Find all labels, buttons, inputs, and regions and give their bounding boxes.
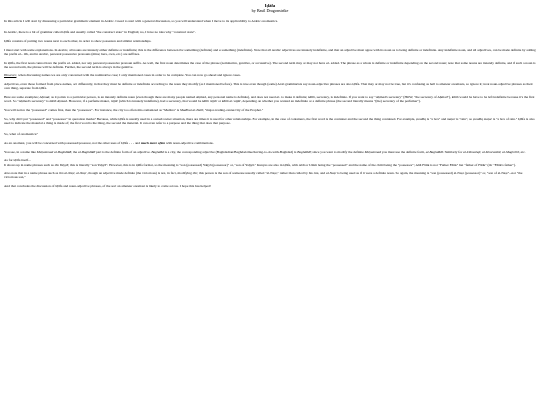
paragraph-construct-state: In Arabic, there is a bit of grammar called iḍāfa and usually called "the construct state" in English; no, I have no idea why "construct state". [4,30,196,35]
paragraph-possessed-first: You will notice the "possessed" comes first, then the "possessor". For instance, the city too often mis-romanized as "Medina" is Madīnat al-Nabī, "major-trading-center/city of the Prophet." [4,108,264,113]
article-title: Iḍāfa [264,3,276,8]
article-author: by Basil Dragonstrike [251,8,289,13]
paragraph-definite-indefinite: I must start with some explanations. In Arabic, all nouns are innately either definite or indefinite; this is the difference between the something (definite) and a something (indefinite). Note that all Arabic adjectives are innately indefinite, and that an adjective must agree with its noun as to being definite or indefinite. Any indefinite noun, and all adjectives, can be made definite by adding the prefix al-. Oh, and in Arabic, personal possessive pronouns (mine; hers, own, etc.) are suffixes. [4,47,536,56]
paragraph-other-relationships: So, why did I put "possessed" and "possessor" in quotation marks? Because, while iḍāfa is usually used in a owned/owner situation, there are times it is used for other relationships. For example, in the case of containers, the first word is the container and the second the thing contained. For example, ṣundūq is "a box" and maṭar is "rain", so ṣundūq maṭar is "a box of rain." Iḍāfa is also used to indicate the material a thing is made of; the first word is the thing, the second the material. It can even refer to a purpose and the thing that does that purpose. [4,116,535,125]
paragraph-onomastics-question: So, what of onomastics? [4,132,38,137]
paragraph-baghdadi: You see, in a name like Muḥammad al-Baghdādī, the al-Baghdādī part is the definite form of an adjective. Baghdād is a city, the corresponding adjective (Baghdadian/Baghdad-like/having-to-do-with-Baghdad) is Baghdādī; since you want to modify the definite Muḥammad you must use the definite form, al-Baghdādī. Similarly for al-Dimashqī, al-Khurasānī, al-Maghribī, etc. [4,149,526,154]
paragraph-however: However, when discussing names we are only concerned with the nominative case; I only mentioned cases in order to be complete. You can now go ahead and ignore cases. [4,73,241,78]
paragraph-idafa-itself: As for iḍāfa itself... It shows up in name phrases such as ibn Yaḥyā; this is literally "son Yaḥyā". However, this is in iḍāfa format, so the meaning is "son (possessed) Yaḥyā (possessor)" or, "son of Yaḥyā." Kunyas are also in iḍāfa, with Abū or Umm being the "possessed" and the name of the child being the "possessor"; Abū Fātik is not "Father Fātik" but "father of Fātik" (Or "Fātik's father"). [4,158,516,167]
paragraph-ibn-al-nasr: Also note that in a name phrase such as ibn al-Naṣr, al-Naṣr, though an adjective made definite (the victorious) is not, in fact, modifying ibn; this person is the son of someone usually called "al-Naṣr," rather than called by his ism, and al-Naṣr is being used as if it were a definite noun. So again, the meaning is "son (possessed) al-Naṣr (possessor)" or, "son of al-Naṣr"--not "the victorious son," [4,171,523,180]
paragraph-conclusion: And that concludes the discussion of Iḍāfa and noun-adjective phrases, of the sort an amateur onomast is likely to come across. I hope this has helped! [4,184,211,189]
paragraph-first-noun: In iḍāfa, the first noun cannot have the prefix al- added, nor any personal possessive pronoun suffix. As well, the first noun determines the case of the phrase (nominative, genitive, or accusative). The second term may or may not have al- added. The phrase as a whole is definite or indefinite depending on the second noun; note that some nouns are innately definite, and if such a noun is the second term, the phrase will be definite. Further, the second term is always in the genitive. [4,60,536,69]
paragraph-onomast-concern: As an onomast, you will be concerned with possessed/posessor, not the other uses of Iḍāfa - - - and much more often with noun-adjective combinations. [4,140,214,145]
paragraph-intro: In this article I will start by dissussing a particular grammatic element in Arabic. I need to start with a general discussion, so you will understand when I move to its applicability to Arabic onomastics. [4,19,278,23]
paragraph-idafa-definition: Iḍāfa consists of putting two nouns next to each other, in order to show possesion and similar relationships. [4,38,152,43]
paragraph-examples: Here are some examples; Aḥmad, as it points to a particular person, is an innately definite noun (even though there are many people named Aḥmad, any personal name is definite), and does not need al- to make it definite; kātib, secretary, is indefinite. If you want to say "Aḥmad's secretary" (HOW, "the secretary of Aḥmad"), kātib would be have to be left indefinite because it's the first word. So "Aḥmad's secretary" is kātib Aḥmad. However, if a perfume maker, 'aṭṭār (which is innately indefinite), had a secretary, that would be kātib 'aṭṭār or kātib al-'aṭṭār, depending on whether you wanted an indefinite or a definite phrase (the second literally means "(the) secretary of the perfumer"). [4,95,535,104]
paragraph-adjectives: Adjectives, even those formed from place-names, act differently, in that they must be definite or indefinite according to the noun they modify (as I mentioned before). This is true even though (some) Arab grammarists say noun-adjective phrases are also iḍāfa. That may or may not be true, but it's confusing as hell to amateur onomasts, so ignore it; treat noun-adjective phrases as their own thing, separate from iḍāfa. [4,82,533,91]
